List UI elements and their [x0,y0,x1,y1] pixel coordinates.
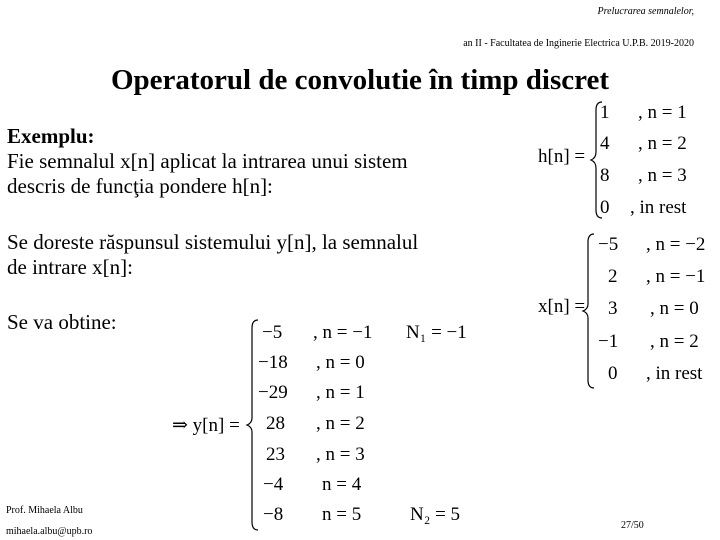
y-cond-2: , n = 0 [316,352,365,373]
y-value-6: −4 [263,474,284,495]
x-cond-4: , n = 2 [650,331,699,352]
y-cond-1: , n = −1 [313,322,373,343]
request-line-2: de intrare x[n]: [7,255,133,279]
h-value-4: 0 [600,197,610,218]
h-cond-3: , n = 3 [638,165,687,186]
result-intro: Se va obtine: [7,310,117,334]
x-cond-5: , in rest [646,363,703,384]
y-note-n2: N₂ = 5 [410,504,461,525]
h-value-3: 8 [600,165,610,186]
y-value-3: −29 [258,382,288,403]
course-subtitle: an II - Facultatea de Inginerie Electrica U.P.B. 2019-2020 [463,38,694,49]
h-cond-2: , n = 2 [638,133,687,154]
y-brace [246,318,260,532]
x-value-3: 3 [608,298,618,319]
page-number: 27/50 [621,520,644,531]
h-value-1: 1 [600,102,610,123]
footer-email: mihaela.albu@upb.ro [6,526,93,537]
h-cond-4: , in rest [630,197,687,218]
example-heading: Exemplu: [7,124,95,148]
h-cond-1: , n = 1 [638,102,687,123]
y-lhs: ⇒ y[n] = [172,415,240,436]
y-cond-3: , n = 1 [316,382,365,403]
h-value-2: 4 [600,133,610,154]
y-value-7: −8 [263,504,284,525]
intro-line-2: descris de funcţia pondere h[n]: [7,174,273,198]
h-lhs: h[n] = [538,146,586,167]
intro-line-1: Fie semnalul x[n] aplicat la intrarea unui sistem [7,149,408,173]
x-brace [582,232,596,390]
x-cond-2: , n = −1 [646,266,706,287]
request-line-1: Se doreste răspunsul sistemului y[n], la semnalul [7,230,419,254]
y-cond-4: , n = 2 [316,413,365,434]
x-value-1: −5 [598,234,619,255]
y-cond-6: n = 4 [322,474,362,495]
slide-title: Operatorul de convolutie în timp discret [110,64,610,96]
y-note-n1: N₁ = −1 [406,322,467,343]
y-cond-5: , n = 3 [316,444,365,465]
y-value-1: −5 [262,322,283,343]
y-value-4: 28 [266,413,285,434]
x-cond-1: , n = −2 [646,234,706,255]
course-title: Prelucrarea semnalelor, [597,6,694,17]
x-value-5: 0 [608,363,618,384]
y-value-2: −18 [258,352,288,373]
x-cond-3: , n = 0 [650,298,699,319]
footer-author: Prof. Mihaela Albu [6,505,83,516]
x-value-4: −1 [598,331,619,352]
y-value-5: 23 [266,444,285,465]
x-value-2: 2 [608,266,618,287]
x-lhs: x[n] = [538,296,586,317]
y-cond-7: n = 5 [322,504,362,525]
